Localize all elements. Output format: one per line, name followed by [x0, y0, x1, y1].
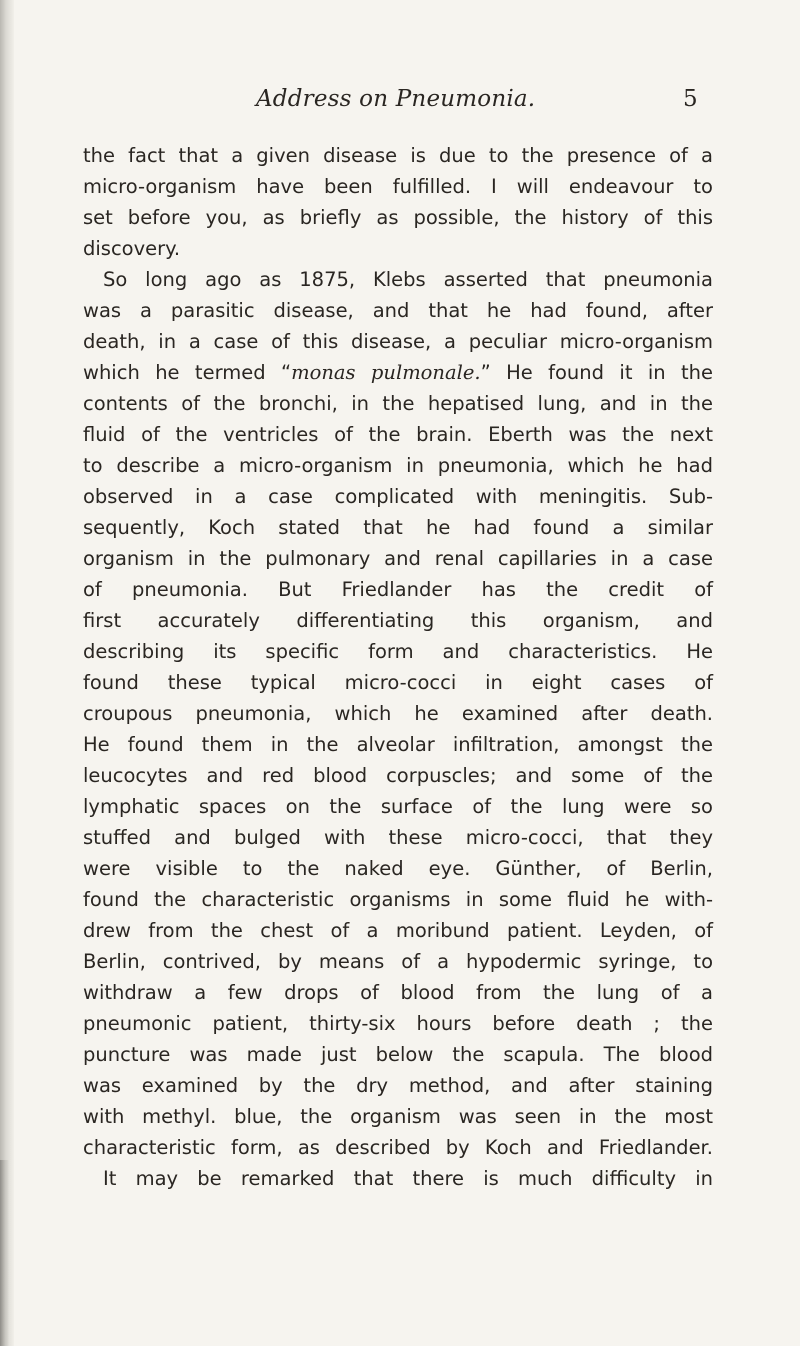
text-line-9: contents of the bronchi, in the hepatised lung, and in the — [83, 392, 713, 415]
text-line-10: fluid of the ventricles of the brain. Eberth was the next — [83, 423, 713, 446]
text-line-28: withdraw a few drops of blood from the lung of a — [83, 981, 713, 1004]
text-line-29: pneumonic patient, thirty-six hours before death ; the — [83, 1012, 713, 1035]
text-line-6: was a parasitic disease, and that he had found, after — [83, 299, 713, 322]
page-header — [0, 80, 800, 120]
text-line-14: organism in the pulmonary and renal capillaries in a case — [83, 547, 713, 570]
text-line-32: with methyl. blue, the organism was seen in the most — [83, 1105, 713, 1128]
text-line-20: He found them in the alveolar infiltration, amongst the — [83, 733, 713, 756]
text-line-5: So long ago as 1875, Klebs asserted that pneumonia — [103, 268, 713, 291]
text-line-13: sequently, Koch stated that he had found a similar — [83, 516, 713, 539]
binding-gutter-shadow — [0, 0, 14, 1346]
text-line-3: set before you, as briefly as possible, the history of this — [83, 206, 713, 229]
text-line-7: death, in a case of this disease, a peculiar micro-organism — [83, 330, 713, 353]
text-line-25: found the characteristic organisms in some fluid he with- — [83, 888, 713, 911]
text-line-8-end: ” He found it in the — [480, 361, 714, 384]
text-line-8 — [83, 357, 713, 388]
text-line-33: characteristic form, as described by Koch and Friedlander. — [83, 1136, 713, 1159]
text-line-18: found these typical micro-cocci in eight cases of — [83, 671, 713, 694]
body-text — [83, 140, 713, 1194]
text-line-22: lymphatic spaces on the surface of the lung were so — [83, 795, 713, 818]
text-line-2: micro-organism have been fulfilled. I will endeavour to — [83, 175, 713, 198]
text-line-24: were visible to the naked eye. Günther, of Berlin, — [83, 857, 713, 880]
text-line-21: leucocytes and red blood corpuscles; and some of the — [83, 764, 713, 787]
text-line-15: of pneumonia. But Friedlander has the credit of — [83, 578, 713, 601]
text-line-27: Berlin, contrived, by means of a hypodermic syringe, to — [83, 950, 713, 973]
text-line-19: croupous pneumonia, which he examined after death. — [83, 702, 713, 725]
text-line-1: the fact that a given disease is due to the presence of a — [83, 144, 713, 167]
page-number: 5 — [683, 86, 698, 112]
text-line-11: to describe a micro-organism in pneumonia, which he had — [83, 454, 713, 477]
text-line-31: was examined by the dry method, and after staining — [83, 1074, 713, 1097]
text-line-16: first accurately differentiating this organism, and — [83, 609, 713, 632]
binding-gutter-shadow-lower — [0, 1160, 9, 1346]
text-line-26: drew from the chest of a moribund patient. Leyden, of — [83, 919, 713, 942]
text-line-12: observed in a case complicated with meningitis. Sub- — [83, 485, 713, 508]
text-line-30: puncture was made just below the scapula. The blood — [83, 1043, 713, 1066]
text-line-34: It may be remarked that there is much difficulty in — [103, 1167, 713, 1190]
text-line-8-start: which he termed “ — [83, 361, 292, 384]
italic-term: monas pulmonale. — [291, 361, 481, 384]
text-line-17: describing its specific form and characteristics. He — [83, 640, 713, 663]
text-line-4: discovery. — [83, 237, 181, 260]
text-line-23: stuffed and bulged with these micro-cocci, that they — [83, 826, 713, 849]
running-title: Address on Pneumonia. — [256, 86, 536, 112]
